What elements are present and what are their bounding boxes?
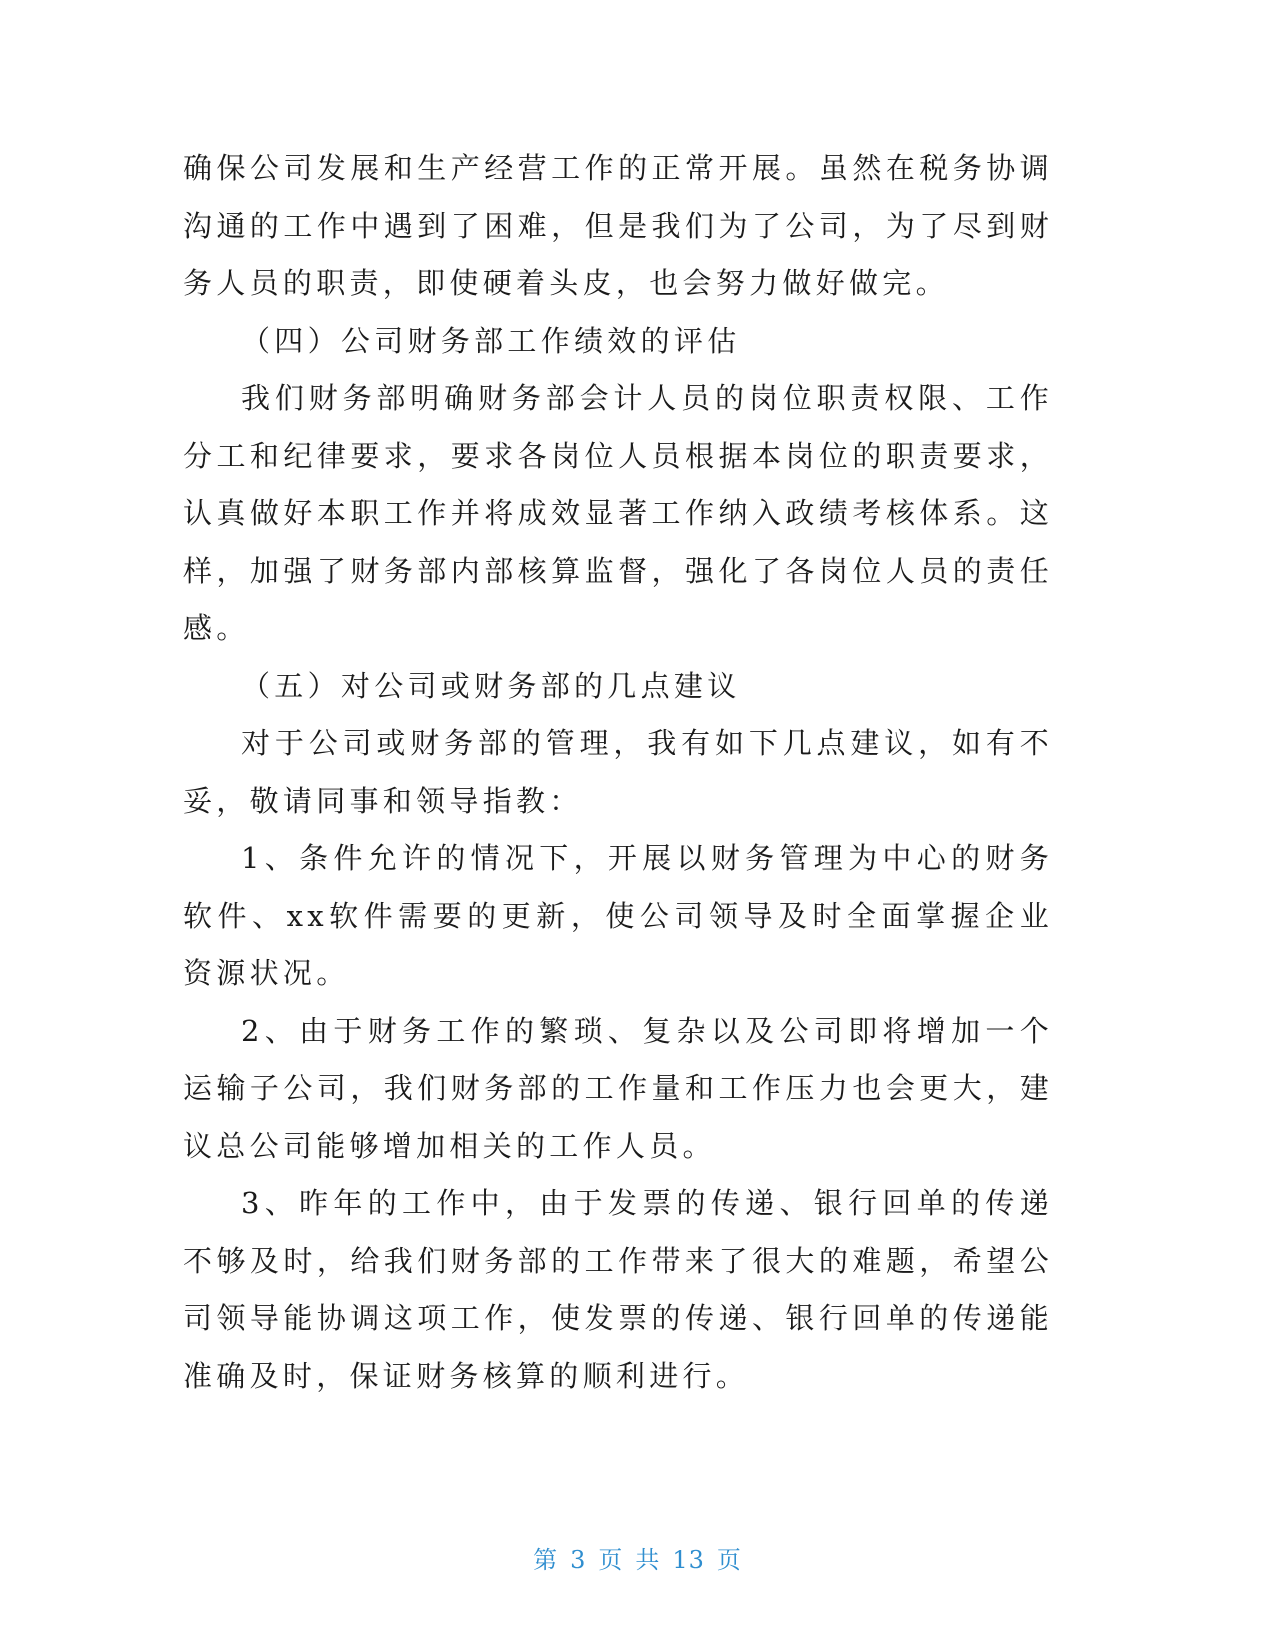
page-footer xyxy=(0,1540,1275,1575)
section-heading-4: （四）公司财务部工作绩效的评估 xyxy=(241,323,741,358)
footer-current-page: 3 xyxy=(570,1546,587,1574)
footer-suffix: 页 xyxy=(716,1546,742,1574)
paragraph-continuation: 确保公司发展和生产经营工作的正常开展。虽然在税务协调沟通的工作中遇到了困难，但是我们为了公司，为了尽到财务人员的职责，即使硬着头皮，也会努力做好做完。 xyxy=(183,151,1053,300)
suggestion-item-2: 2、由于财务工作的繁琐、复杂以及公司即将增加一个运输子公司，我们财务部的工作量和工作压力也会更大，建议总公司能够增加相关的工作人员。 xyxy=(183,1013,1053,1163)
paragraph-performance: 我们财务部明确财务部会计人员的岗位职责权限、工作分工和纪律要求，要求各岗位人员根据本岗位的职责要求，认真做好本职工作并将成效显著工作纳入政绩考核体系。这样，加强了财务部内部核算监督，强化了各岗位人员的责任感。 xyxy=(183,381,1053,645)
footer-page-word: 页 xyxy=(598,1546,624,1574)
footer-prefix: 第 xyxy=(533,1546,559,1574)
suggestion-item-3: 3、昨年的工作中，由于发票的传递、银行回单的传递不够及时，给我们财务部的工作带来了很大的难题，希望公司领导能协调这项工作，使发票的传递、银行回单的传递能准确及时，保证财务核算的顺利进行。 xyxy=(183,1186,1053,1393)
footer-total-word: 共 xyxy=(635,1546,661,1574)
section-heading-5: （五）对公司或财务部的几点建议 xyxy=(241,668,741,703)
footer-total-pages: 13 xyxy=(672,1546,705,1574)
document-body xyxy=(183,140,1053,1405)
suggestion-item-1: 1、条件允许的情况下，开展以财务管理为中心的财务软件、xx软件需要的更新，使公司领导及时全面掌握企业资源状况。 xyxy=(183,841,1053,990)
paragraph-suggestions-intro: 对于公司或财务部的管理，我有如下几点建议，如有不妥，敬请同事和领导指教： xyxy=(183,726,1053,818)
